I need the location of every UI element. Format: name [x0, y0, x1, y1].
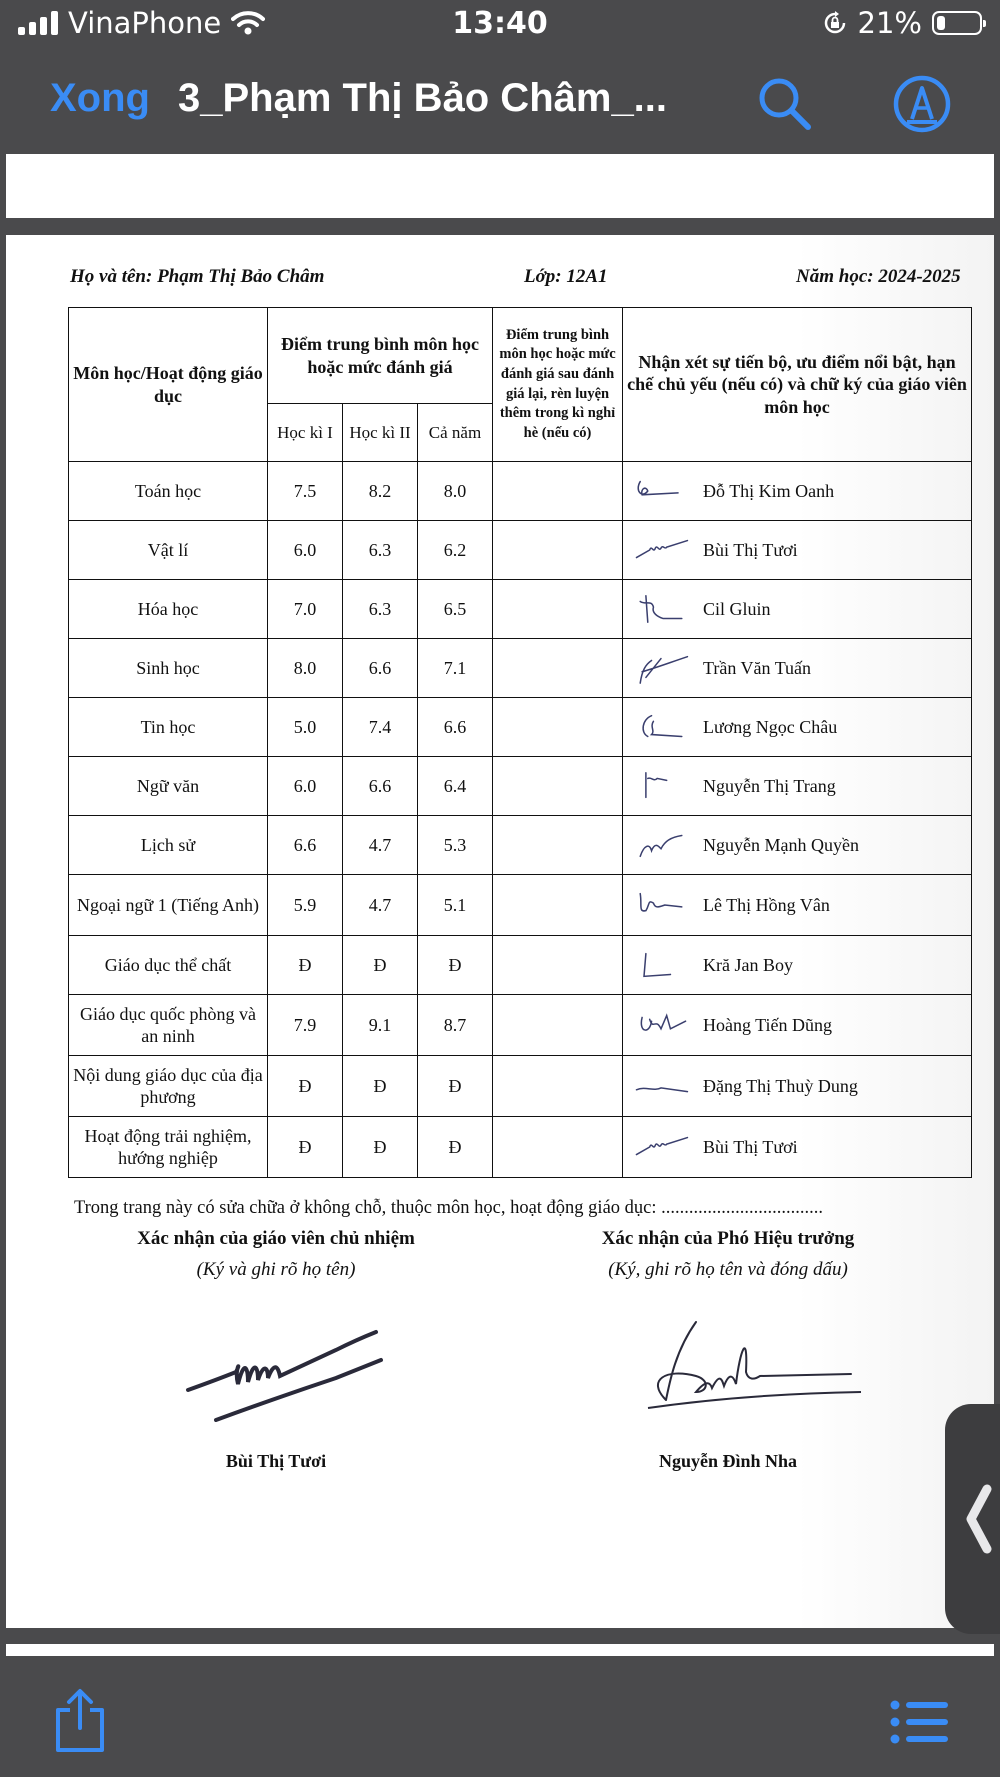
retest-score [493, 580, 623, 639]
subject-cell: Sinh học [69, 639, 268, 698]
term1-score: 7.9 [268, 995, 343, 1056]
retest-score [493, 875, 623, 936]
student-name: Họ và tên: Phạm Thị Bảo Châm [70, 266, 325, 287]
share-button[interactable] [50, 1688, 110, 1754]
teacher-signature-icon [631, 888, 691, 922]
teacher-name: Đỗ Thị Kim Oanh [703, 480, 835, 501]
teacher-cell [623, 521, 972, 580]
table-row [69, 580, 972, 639]
page-sidebar-handle[interactable] [945, 1404, 1000, 1634]
school-year: Năm học: 2024-2025 [796, 266, 961, 287]
term1-score: 7.5 [268, 462, 343, 521]
subject-cell: Toán học [69, 462, 268, 521]
term2-score: 6.6 [343, 757, 418, 816]
teacher-cell [623, 580, 972, 639]
table-row [69, 639, 972, 698]
header-retest: Điểm trung bình môn học hoặc mức đánh giá sau đánh giá lại, rèn luyện thêm trong kì nghỉ hè (nếu có) [493, 308, 623, 462]
retest-score [493, 816, 623, 875]
teacher-name: Lê Thị Hồng Vân [703, 894, 830, 915]
term2-score: 4.7 [343, 875, 418, 936]
teacher-name: Hoàng Tiến Dũng [703, 1014, 833, 1035]
previous-page [6, 154, 994, 218]
done-button[interactable]: Xong [50, 76, 150, 120]
retest-score [493, 462, 623, 521]
battery-icon [932, 11, 982, 35]
homeroom-signature-icon [176, 1320, 396, 1430]
table-row [69, 1117, 972, 1178]
markup-button[interactable] [892, 74, 952, 134]
teacher-name: Lương Ngọc Châu [703, 716, 838, 737]
year-score: 8.0 [418, 462, 493, 521]
teacher-cell [623, 816, 972, 875]
document-title: 3_Phạm Thị Bảo Châm_... [178, 76, 668, 120]
retest-score [493, 936, 623, 995]
teacher-cell [623, 1056, 972, 1117]
retest-score [493, 639, 623, 698]
teacher-cell [623, 995, 972, 1056]
subject-cell: Vật lí [69, 521, 268, 580]
teacher-cell [623, 698, 972, 757]
header-subject: Môn học/Hoạt động giáo dục [69, 308, 268, 462]
header-full-year: Cả năm [418, 404, 493, 462]
teacher-signature-icon [631, 533, 691, 567]
header-term1: Học kì I [268, 404, 343, 462]
markup-pen-icon [892, 74, 952, 134]
vice-principal-name: Nguyễn Đình Nha [658, 1451, 798, 1471]
table-row [69, 1056, 972, 1117]
term2-score: 6.6 [343, 639, 418, 698]
subject-cell: Hóa học [69, 580, 268, 639]
year-score: 5.3 [418, 816, 493, 875]
term2-score: 8.2 [343, 462, 418, 521]
term2-score: Đ [343, 936, 418, 995]
status-bar [0, 0, 1000, 50]
subject-cell: Tin học [69, 698, 268, 757]
subject-cell: Ngữ văn [69, 757, 268, 816]
table-row [69, 698, 972, 757]
share-icon [50, 1688, 110, 1754]
grade-table-body [69, 462, 972, 1178]
teacher-signature-icon [631, 651, 691, 685]
subject-cell: Lịch sử [69, 816, 268, 875]
next-page [6, 1644, 994, 1656]
teacher-name: Nguyễn Mạnh Quyền [703, 834, 859, 855]
vice-principal-sign-note: (Ký, ghi rõ họ tên và đóng dấu) [608, 1259, 848, 1280]
term1-score: 6.6 [268, 816, 343, 875]
term2-score: 4.7 [343, 816, 418, 875]
teacher-cell [623, 875, 972, 936]
teacher-name: Đặng Thị Thuỳ Dung [703, 1075, 858, 1096]
teacher-signature-icon [631, 1130, 691, 1164]
term1-score: 6.0 [268, 757, 343, 816]
term1-score: 6.0 [268, 521, 343, 580]
teacher-signature-icon [631, 948, 691, 982]
teacher-signature-icon [631, 769, 691, 803]
table-row [69, 816, 972, 875]
teacher-signature-icon [631, 1069, 691, 1103]
grade-table [68, 307, 972, 1178]
bottom-toolbar [0, 1656, 1000, 1777]
correction-note: Trong trang này có sửa chữa ở không chỗ, thuộc môn học, hoạt động giáo dục: ................................... [74, 1198, 824, 1218]
term2-score: 6.3 [343, 521, 418, 580]
year-score: 8.7 [418, 995, 493, 1056]
year-score: 5.1 [418, 875, 493, 936]
retest-score [493, 757, 623, 816]
table-row [69, 521, 972, 580]
year-score: 7.1 [418, 639, 493, 698]
table-row [69, 936, 972, 995]
term1-score: Đ [268, 1056, 343, 1117]
term2-score: 6.3 [343, 580, 418, 639]
term2-score: 7.4 [343, 698, 418, 757]
subject-cell: Ngoại ngữ 1 (Tiếng Anh) [69, 875, 268, 936]
year-score: 6.5 [418, 580, 493, 639]
teacher-cell [623, 639, 972, 698]
teacher-name: Cil Gluin [703, 598, 771, 619]
rotation-lock-icon [822, 10, 848, 36]
year-score: Đ [418, 936, 493, 995]
table-row [69, 875, 972, 936]
term2-score: 9.1 [343, 995, 418, 1056]
teacher-signature-icon [631, 710, 691, 744]
teacher-name: Bùi Thị Tươi [703, 539, 798, 560]
teacher-name: Trần Văn Tuấn [703, 657, 812, 678]
retest-score [493, 1056, 623, 1117]
clock: 13:40 [452, 6, 548, 41]
class-label: Lớp: 12A1 [524, 266, 608, 287]
term1-score: Đ [268, 1117, 343, 1178]
term1-score: 5.9 [268, 875, 343, 936]
subject-cell: Hoạt động trải nghiệm, hướng nghiệp [69, 1117, 268, 1178]
search-button[interactable] [755, 74, 815, 134]
table-row [69, 757, 972, 816]
homeroom-confirm-title: Xác nhận của giáo viên chủ nhiệm [137, 1228, 415, 1249]
header-term2: Học kì II [343, 404, 418, 462]
status-right [822, 6, 982, 40]
year-score: 6.4 [418, 757, 493, 816]
retest-score [493, 698, 623, 757]
year-score: 6.6 [418, 698, 493, 757]
chevron-left-icon [959, 1479, 999, 1559]
list-view-button[interactable] [890, 1700, 950, 1744]
search-icon [755, 74, 815, 134]
term1-score: 5.0 [268, 698, 343, 757]
teacher-signature-icon [631, 474, 691, 508]
teacher-cell [623, 936, 972, 995]
table-row [69, 995, 972, 1056]
retest-score [493, 521, 623, 580]
document-page [6, 235, 994, 1628]
table-row [69, 462, 972, 521]
subject-cell: Giáo dục quốc phòng và an ninh [69, 995, 268, 1056]
year-score: Đ [418, 1056, 493, 1117]
carrier-name: VinaPhone [68, 6, 222, 40]
term1-score: 7.0 [268, 580, 343, 639]
subject-cell: Nội dung giáo dục của địa phương [69, 1056, 268, 1117]
list-icon [890, 1700, 950, 1744]
teacher-signature-icon [631, 1008, 691, 1042]
vice-principal-signature-icon [636, 1320, 866, 1420]
term2-score: Đ [343, 1056, 418, 1117]
teacher-signature-icon [631, 592, 691, 626]
nav-bar [0, 50, 1000, 154]
homeroom-teacher-name: Bùi Thị Tươi [225, 1451, 327, 1471]
term1-score: Đ [268, 936, 343, 995]
homeroom-sign-note: (Ký và ghi rõ họ tên) [196, 1259, 356, 1280]
header-average: Điểm trung bình môn học hoặc mức đánh giá [268, 308, 493, 404]
term1-score: 8.0 [268, 639, 343, 698]
year-score: Đ [418, 1117, 493, 1178]
year-score: 6.2 [418, 521, 493, 580]
teacher-name: Kră Jan Boy [703, 954, 793, 975]
teacher-cell [623, 757, 972, 816]
battery-percent: 21% [857, 6, 922, 40]
teacher-name: Nguyễn Thị Trang [703, 775, 836, 796]
subject-cell: Giáo dục thể chất [69, 936, 268, 995]
retest-score [493, 995, 623, 1056]
teacher-signature-icon [631, 828, 691, 862]
teacher-cell [623, 1117, 972, 1178]
retest-score [493, 1117, 623, 1178]
vice-principal-confirm-title: Xác nhận của Phó Hiệu trưởng [601, 1228, 855, 1249]
teacher-cell [623, 462, 972, 521]
term2-score: Đ [343, 1117, 418, 1178]
header-comments: Nhận xét sự tiến bộ, ưu điểm nổi bật, hạn chế chủ yếu (nếu có) và chữ ký của giáo viên môn học [623, 308, 972, 462]
teacher-name: Bùi Thị Tươi [703, 1136, 798, 1157]
